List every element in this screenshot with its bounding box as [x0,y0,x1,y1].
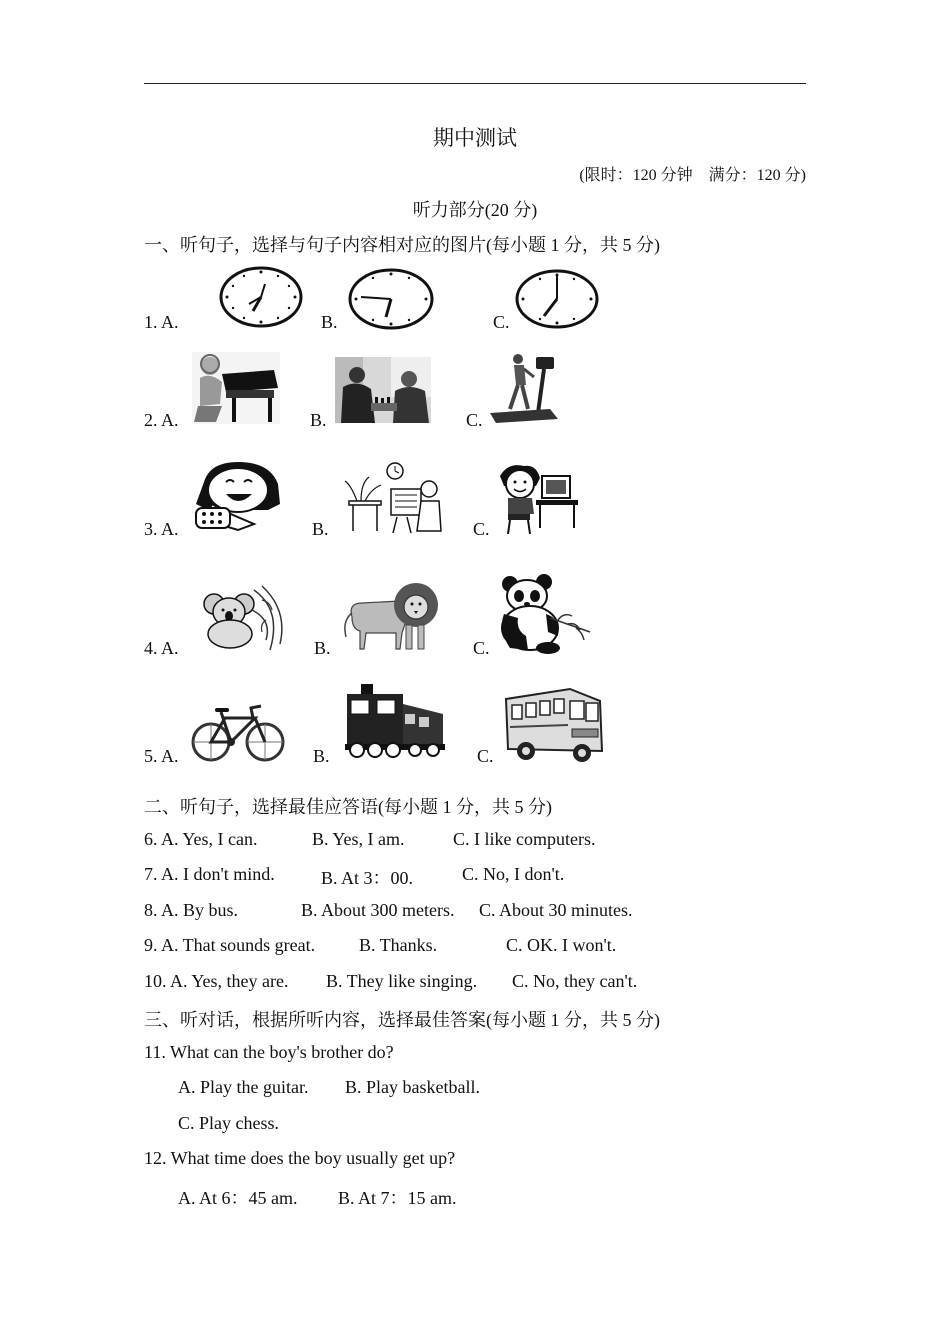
q4-option-c-label: C. [473,638,490,658]
panda-image [496,574,594,654]
q12-option-b: B. At 7：15 am. [338,1188,457,1208]
q3-option-b-label: B. [312,519,329,539]
lion-image [342,577,438,651]
clock-icon [348,268,434,330]
q8-option-b: B. About 300 meters. [301,900,455,920]
q11-option-c: C. Play chess. [178,1113,279,1133]
q2-option-c-label: C. [466,410,483,430]
q11-option-b: B. Play basketball. [345,1077,480,1097]
q4-option-b-label: B. [314,638,331,658]
q7-option-c: C. No, I don't. [462,864,565,884]
girl-on-phone-image [190,460,286,532]
q10-option-b: B. They like singing. [326,971,478,991]
girl-playing-piano-image [192,352,280,424]
clock-icon [219,266,303,328]
q12-option-a: A. At 6：45 am. [178,1188,298,1208]
q10-option-a: 10. A. Yes, they are. [144,971,289,991]
bus-image [504,687,604,763]
q2-option-a-label: 2. A. [144,410,179,430]
q9-option-a: 9. A. That sounds great. [144,935,316,955]
q4-option-a-label: 4. A. [144,638,179,658]
q1-option-b-label: B. [321,312,338,332]
q5-option-c-label: C. [477,746,494,766]
girl-at-computer-image [496,462,580,534]
bicycle-image [191,700,285,764]
train-image [343,684,447,760]
q9-option-b: B. Thanks. [359,935,438,955]
time-score-limit: (限时：120 分钟 满分：120 分) [579,167,806,184]
q5-option-b-label: B. [313,746,330,766]
top-rule [144,83,806,84]
clock-icon [515,269,599,329]
q2-option-b-label: B. [310,410,327,430]
section2-heading: 二、听句子，选择最佳应答语(每小题 1 分，共 5 分) [144,797,552,817]
q6-option-c: C. I like computers. [453,829,596,849]
q11-option-a: A. Play the guitar. [178,1077,309,1097]
q9-option-c: C. OK. I won't. [506,935,617,955]
q1-option-c-label: C. [493,312,510,332]
man-reading-newspaper-image [341,461,443,535]
q10-option-c: C. No, they can't. [512,971,638,991]
q7-option-b: B. At 3：00. [321,868,414,888]
q7-option-a: 7. A. I don't mind. [144,864,275,884]
man-on-treadmill-image [488,351,560,427]
q3-option-c-label: C. [473,519,490,539]
section3-heading: 三、听对话，根据所听内容，选择最佳答案(每小题 1 分，共 5 分) [144,1010,660,1030]
q8-option-a: 8. A. By bus. [144,900,239,920]
koala-image [192,580,288,652]
q8-option-c: C. About 30 minutes. [479,900,633,920]
q12-question: 12. What time does the boy usually get up? [144,1148,456,1168]
q1-option-a-label: 1. A. [144,312,179,332]
listening-part-heading: 听力部分(20 分) [412,200,538,220]
q3-option-a-label: 3. A. [144,519,179,539]
men-playing-chess-image [335,357,431,423]
q6-option-b: B. Yes, I am. [312,829,405,849]
page-title: 期中测试 [433,126,517,150]
q6-option-a: 6. A. Yes, I can. [144,829,258,849]
section1-heading: 一、听句子，选择与句子内容相对应的图片(每小题 1 分，共 5 分) [144,235,660,255]
q5-option-a-label: 5. A. [144,746,179,766]
q11-question: 11. What can the boy's brother do? [144,1042,394,1062]
